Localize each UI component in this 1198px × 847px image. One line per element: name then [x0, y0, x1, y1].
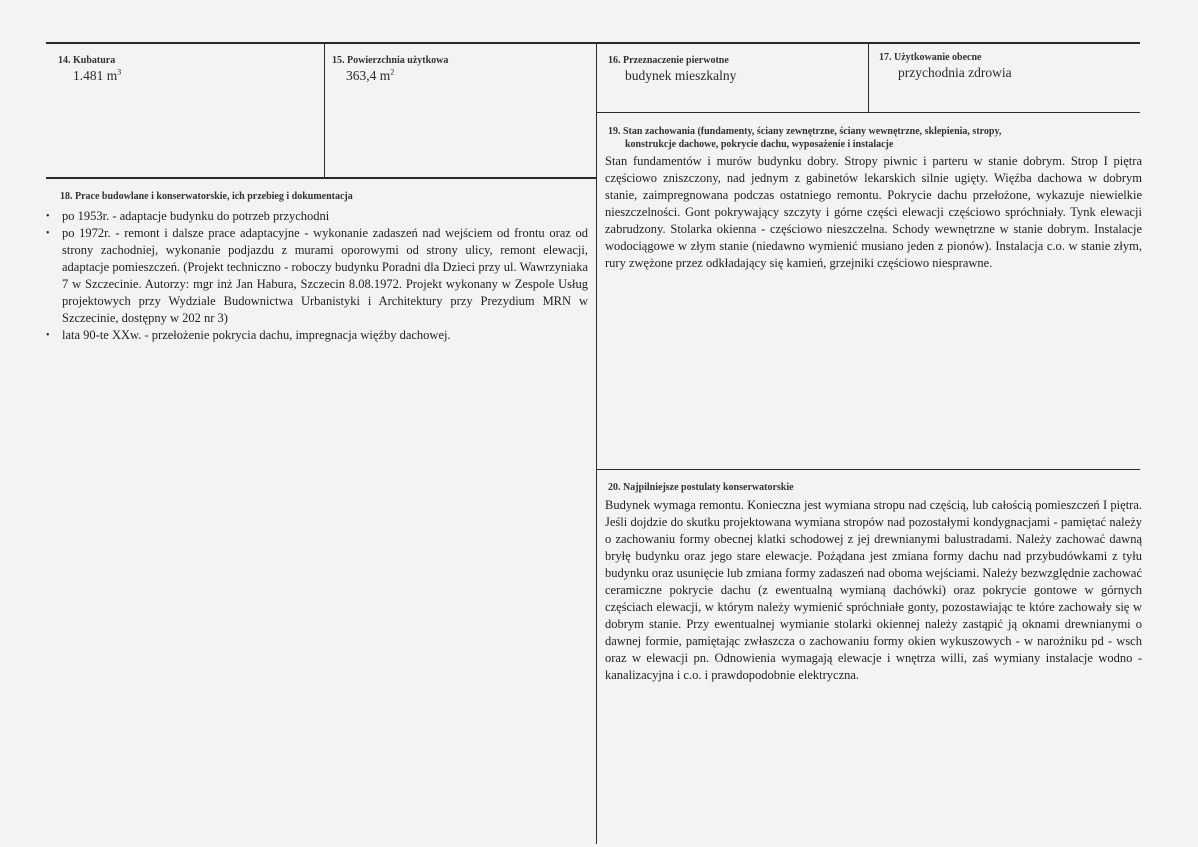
divider-14-15 [324, 43, 325, 178]
powierzchnia-value [346, 68, 394, 84]
prace-item-text: po 1972r. - remont i dalsze prace adaptacyjne - wykonanie zadaszeń nad wejściem od frontu oraz od strony zachodniej, wykonanie podjazdu z murami oporowymi od strony ulicy, remont elewacji, adaptacje pomieszczeń. (Projekt techniczno - roboczy budynku Poradni dla Dzieci przy ul. Wawrzyniaka 7 w Szczecinie. Autorzy: mgr inż Jan Habura, Szczecin 8.08.1972. Projekt wykonany w Zespole Usług projektowych przy Wydziale Budownictwa Urbanistyki i Architektury przy Prezydium MRN w Szczecinie, dostępny w 202 nr 3) [62, 226, 588, 325]
przeznaczenie-value: budynek mieszkalny [625, 68, 737, 83]
stan-label-line1: 19. Stan zachowania (fundamenty, ściany zewnętrzne, ściany wewnętrzne, sklepienia, stropy, [608, 126, 1002, 137]
top-border [46, 42, 1140, 44]
divider-19-20 [597, 469, 1140, 470]
powierzchnia-label: 15. Powierzchnia użytkowa [332, 55, 449, 66]
kubatura-unit-exponent: 3 [117, 67, 122, 77]
center-divider [596, 43, 597, 844]
stan-label-line2: konstrukcje dachowe, pokrycie dachu, wyposażenie i instalacje [625, 139, 894, 150]
kubatura-label: 14. Kubatura [58, 55, 116, 66]
prace-item [46, 327, 588, 344]
prace-item [46, 225, 588, 327]
prace-label: 18. Prace budowlane i konserwatorskie, ich przebieg i dokumentacja [60, 191, 353, 202]
bullet-icon: • [46, 211, 50, 222]
postulaty-text: Budynek wymaga remontu. Konieczna jest wymiana stropu nad częścią, lub całością pomieszczeń I piętra. Jeśli dojdzie do skutku projektowana wymiana stropów nad pozostałymi kondygnacjami - pamiętać należy o zachowaniu formy obecnej klatki schodowej z jej drewnianymi balustradami. Należy zachować dawną bryłę budynku oraz jego stare elewacje. Pożądana jest zmiana formy dachu nad przybudówkami z tyłu budynku oraz usunięcie lub zmiana formy zadaszeń nad oboma wejściami. Należy bezwzględnie zachować ceramiczne pokrycie dachu (z ewentualną wymianą dachówki) oraz pokrycie gontowe w górnych częściach elewacji, w którym należy wymienić spróchniałe gonty, pozostawiając te które zachowały się w dobrym stanie. Przy ewentualnej wymianie stolarki okiennej należy zastąpić ją oknami drewnianymi o dawnej formie, pamiętając zwłaszcza o zachowaniu formy okien wykuszowych - w narożniku pd - wsch oraz w elewacji pn. Odnowienia wymagają elewacje i wnętrza willi, zaś wymiany instalacje wodno - kanalizacyjna i c.o. i prawdopodobnie elektryczna. [605, 498, 1142, 682]
prace-item-text: lata 90-te XXw. - przełożenie pokrycia dachu, impregnacja więźby dachowej. [62, 328, 451, 342]
kubatura-number: 1.481 m [73, 68, 118, 83]
uzytkowanie-value: przychodnia zdrowia [898, 65, 1012, 80]
kubatura-value [73, 68, 121, 84]
bullet-icon: • [46, 330, 50, 341]
prace-item [46, 208, 588, 225]
prace-list [46, 208, 588, 344]
divider-16-17 [868, 43, 869, 113]
bullet-icon: • [46, 228, 50, 239]
uzytkowanie-label: 17. Użytkowanie obecne [879, 52, 982, 63]
przeznaczenie-label: 16. Przeznaczenie pierwotne [608, 55, 729, 66]
divider-16-19 [597, 112, 1140, 113]
powierzchnia-unit-exponent: 2 [390, 67, 395, 77]
divider-row1-18 [46, 177, 596, 179]
powierzchnia-number: 363,4 m [346, 68, 391, 83]
stan-text: Stan fundamentów i murów budynku dobry. Stropy piwnic i parteru w stanie dobrym. Strop I piętra częściowo zniszczony, nad jednym z gabinetów lekarskich silnie ugięty. Więźba dachowa w dobrym stanie, zaimpregnowana podczas ostatniego remontu. Pokrycie dachu przełożone, wykazuje niewielkie nieszczelności. Gont pokrywający szczyty i górne części elewacji częściowo spróchniały. Tynk elewacji zabrudzony. Stolarka okienna - częściowo nieszczelna. Schody wewnętrzne w stanie dobrym. Instalacje wodociągowe w złym stanie (niedawno wymienić musiano jeden z pionów). Instalacja c.o. w stanie złym, rury zwężone przez odkładający się kamień, grzejniki częściowo niesprawne. [605, 154, 1142, 270]
postulaty-label: 20. Najpilniejsze postulaty konserwatorskie [608, 482, 794, 493]
prace-item-text: po 1953r. - adaptacje budynku do potrzeb przychodni [62, 209, 330, 223]
